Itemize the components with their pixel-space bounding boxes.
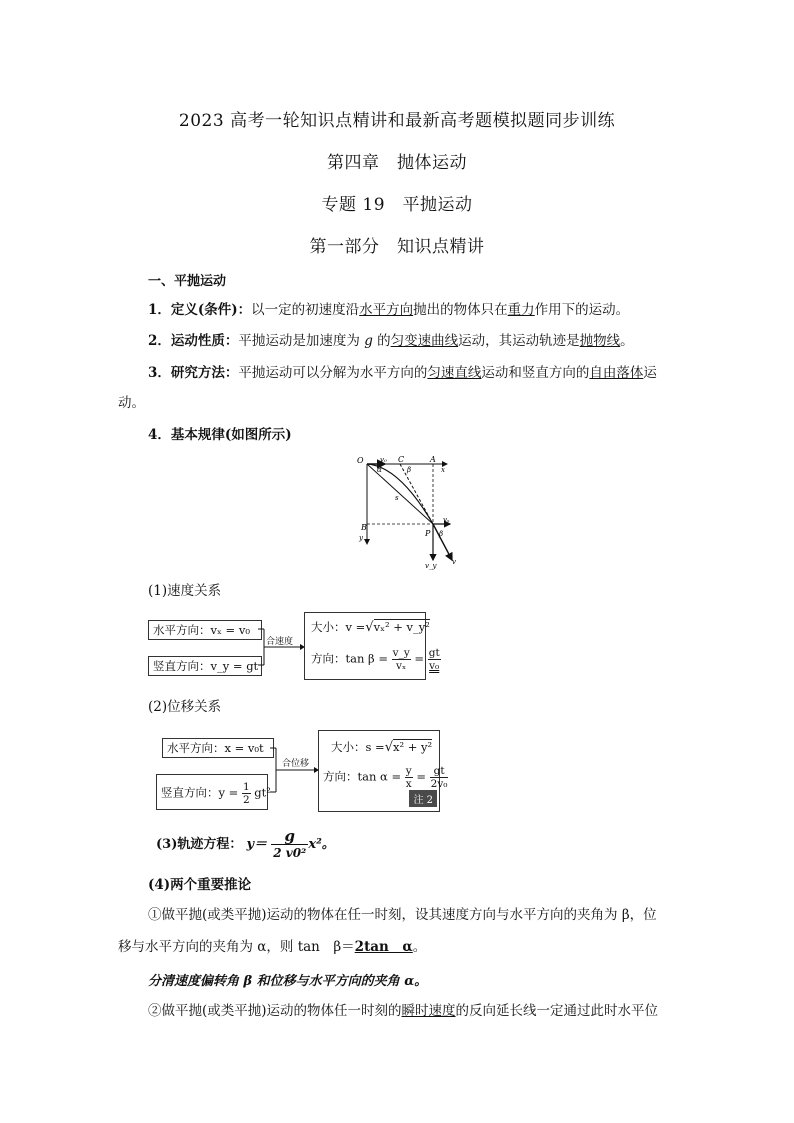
answer-underline: 匀变速曲线 [390,333,459,349]
label-v: v [452,558,456,566]
motion-nature-paragraph [148,328,688,354]
answer-underline: 水平方向 [359,302,414,318]
fraction [428,647,441,672]
text: 作用下的运动。 [534,302,630,318]
fraction [392,647,411,672]
projectile-diagram [355,452,465,570]
label-a: A [430,455,436,464]
label-x: x [441,466,445,474]
inference-title: (4)两个重要推论 [148,877,252,893]
velocity-horizontal-box: 水平方向：vₓ = v₀ [148,620,262,640]
answer-underline: 抛物线 [579,333,621,349]
text: 大小：v = [311,620,366,634]
answer-underline: 2tan α [354,939,413,955]
text: 抛出的物体只在 [413,302,508,318]
fraction [242,781,251,806]
text: 方向：tan α = [323,769,402,784]
displacement-direction [323,765,448,790]
label-vx: vₓ [443,516,450,524]
symbol-g: g [364,333,373,349]
trajectory-label: (3)轨迹方程： [156,837,243,852]
equals: = [414,651,425,666]
displacement-vertical-box [156,774,271,810]
velocity-connector [258,620,306,678]
text: 。 [620,333,634,349]
note-tag: 注 2 [409,790,437,807]
text: 的 [372,333,391,349]
numerator: g [271,828,308,845]
numerator: 1 [242,781,250,793]
definition-paragraph [148,297,688,323]
combine-displacement-label: 合位移 [282,759,310,769]
label-p: P [425,529,431,538]
method-paragraph [148,360,688,386]
inference-1-line2 [118,934,426,960]
trajectory-equation [156,828,335,861]
displacement-horizontal-box: 水平方向：x = v₀t [162,738,274,758]
displacement-magnitude: 大小：s =√x² + y² [331,740,433,755]
part-title: 第一部分 知识点精讲 [309,237,485,257]
displacement-title: (2)位移关系 [148,699,222,715]
velocity-vertical-box: 竖直方向：v_y = gt [148,656,262,676]
fraction [430,765,449,790]
basic-law-label: 4．基本规律(如图所示) [148,427,292,443]
numerator: v_y [392,647,410,659]
text: 运 [643,365,657,381]
label-beta: β [407,466,412,474]
denominator: 2v₀ [430,778,448,790]
label-vy: v_y [425,562,437,570]
equals: = [416,769,426,784]
topic-title: 专题 19 平抛运动 [321,195,473,215]
denominator: x [405,778,412,790]
text: 方向：tan β = [311,651,388,666]
text: 的反向延长线一定通过此时水平位 [455,1003,659,1019]
label-s: s [395,494,399,502]
answer-underline: 自由落体 [589,365,644,381]
label-beta-p: β [439,530,444,538]
label-v0: v₀ [380,456,387,464]
trajectory-lhs: y＝ [246,837,268,852]
text: gt² [254,785,271,800]
text: 竖直方向：y = [161,785,239,800]
text: 平抛运动是加速度为 [238,333,365,349]
velocity-title: (1)速度关系 [148,583,222,599]
displacement-result-box [318,730,448,812]
trajectory-tail: x²。 [308,837,335,852]
denominator: 2 [242,794,250,806]
label-y: y [359,534,363,542]
text: 大小：s = [331,740,385,754]
combine-velocity-label: 合速度 [266,637,294,647]
document-title: 2023 高考一轮知识点精讲和最新高考题模拟题同步训练 [178,111,616,131]
denominator: 2 v0² [273,846,307,860]
numerator: gt [430,765,449,778]
section-heading: 一、平抛运动 [148,274,227,289]
inference-2 [148,998,658,1024]
displacement-vertical-expr [161,781,271,806]
velocity-magnitude: 大小：v =√vₓ² + v_y² [311,620,430,635]
text: 运动，其运动轨迹是 [458,333,580,349]
velocity-direction [311,647,441,672]
method-paragraph-continued: 动。 [118,395,145,411]
inference-1-line1: ①做平抛(或类平抛)运动的物体在任一时刻，设其速度方向与水平方向的夹角为 β，位 [148,907,657,923]
numerator: gt [428,647,440,659]
label-c: C [398,455,405,464]
text: 以一定的初速度沿 [251,302,360,318]
method-label: 3．研究方法： [148,365,239,381]
answer-underline: 重力 [507,302,535,318]
displacement-connector [270,740,320,804]
sqrt-expr: vₓ² + v_y² [373,620,430,634]
fraction [405,765,413,790]
label-alpha: α [377,466,382,474]
answer-underline: 瞬时速度 [401,1003,456,1019]
definition-label: 1．定义(条件)： [148,302,252,318]
trajectory-fraction [271,828,308,861]
sqrt-expr: x² + y² [393,740,433,754]
chapter-title: 第四章 抛体运动 [327,153,467,173]
text: 。 [412,939,427,955]
label-b: B [361,523,367,532]
nature-label: 2．运动性质： [148,333,239,349]
text: ②做平抛(或类平抛)运动的物体任一时刻的 [148,1003,402,1019]
velocity-result-box [304,612,440,680]
label-o: O [357,456,364,465]
numerator: y [405,765,412,777]
text: 平抛运动可以分解为水平方向的 [238,365,428,381]
denominator: vₓ [396,660,407,672]
text: 移与水平方向的夹角为 α，则 tan β＝ [118,939,355,955]
denominator: v₀ [429,660,440,672]
inference-note: 分清速度偏转角 β 和位移与水平方向的夹角 α。 [148,974,428,989]
text: 运动和竖直方向的 [481,365,590,381]
answer-underline: 匀速直线 [427,365,482,381]
